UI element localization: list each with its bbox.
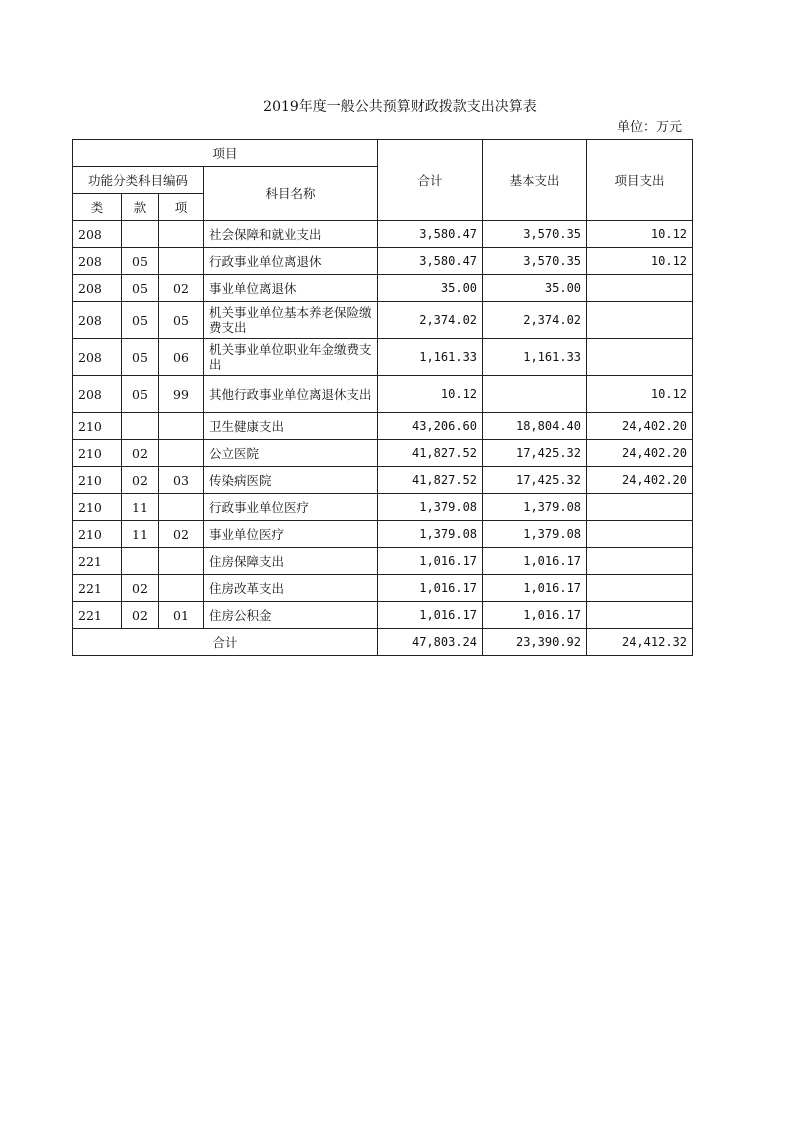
cell-project xyxy=(587,548,693,575)
cell-kuan: 05 xyxy=(122,248,159,275)
cell-project: 24,402.20 xyxy=(587,440,693,467)
cell-total: 41,827.52 xyxy=(378,467,483,494)
footer-project: 24,412.32 xyxy=(587,629,693,656)
header-project: 项目 xyxy=(73,140,378,167)
cell-total: 1,016.17 xyxy=(378,548,483,575)
budget-table xyxy=(72,139,693,656)
cell-name: 住房改革支出 xyxy=(204,575,378,602)
cell-name: 机关事业单位基本养老保险缴费支出 xyxy=(204,302,378,339)
cell-name: 事业单位医疗 xyxy=(204,521,378,548)
cell-basic: 1,016.17 xyxy=(483,548,587,575)
cell-basic: 1,016.17 xyxy=(483,602,587,629)
cell-project: 24,402.20 xyxy=(587,467,693,494)
header-total: 合计 xyxy=(378,140,483,221)
page-title: 2019年度一般公共预算财政拨款支出决算表 xyxy=(263,99,537,115)
header-kuan: 款 xyxy=(122,194,159,221)
table-row xyxy=(73,221,693,248)
cell-lei: 208 xyxy=(73,376,122,413)
footer-label: 合计 xyxy=(73,629,378,656)
cell-basic: 17,425.32 xyxy=(483,467,587,494)
cell-lei: 208 xyxy=(73,302,122,339)
cell-basic: 3,570.35 xyxy=(483,248,587,275)
cell-total: 41,827.52 xyxy=(378,440,483,467)
table-row xyxy=(73,494,693,521)
cell-project xyxy=(587,339,693,376)
cell-kuan xyxy=(122,548,159,575)
cell-xiang xyxy=(159,221,204,248)
cell-project: 10.12 xyxy=(587,221,693,248)
cell-basic: 3,570.35 xyxy=(483,221,587,248)
cell-total: 2,374.02 xyxy=(378,302,483,339)
unit-label: 单位：万元 xyxy=(616,120,682,135)
cell-xiang: 05 xyxy=(159,302,204,339)
cell-lei: 221 xyxy=(73,575,122,602)
header-lei: 类 xyxy=(73,194,122,221)
cell-kuan: 11 xyxy=(122,494,159,521)
cell-xiang: 06 xyxy=(159,339,204,376)
footer-row xyxy=(73,629,693,656)
cell-xiang xyxy=(159,413,204,440)
cell-basic: 35.00 xyxy=(483,275,587,302)
cell-xiang: 02 xyxy=(159,275,204,302)
cell-kuan: 02 xyxy=(122,575,159,602)
cell-name: 其他行政事业单位离退休支出 xyxy=(204,376,378,413)
cell-project: 24,402.20 xyxy=(587,413,693,440)
cell-lei: 210 xyxy=(73,521,122,548)
cell-basic: 2,374.02 xyxy=(483,302,587,339)
cell-xiang xyxy=(159,440,204,467)
cell-total: 1,161.33 xyxy=(378,339,483,376)
cell-name: 住房公积金 xyxy=(204,602,378,629)
cell-total: 1,379.08 xyxy=(378,521,483,548)
footer-total: 47,803.24 xyxy=(378,629,483,656)
cell-xiang: 99 xyxy=(159,376,204,413)
cell-name: 机关事业单位职业年金缴费支出 xyxy=(204,339,378,376)
table-row xyxy=(73,339,693,376)
table-row xyxy=(73,440,693,467)
cell-xiang xyxy=(159,248,204,275)
cell-kuan: 02 xyxy=(122,467,159,494)
cell-project xyxy=(587,302,693,339)
cell-basic: 1,379.08 xyxy=(483,494,587,521)
footer-basic: 23,390.92 xyxy=(483,629,587,656)
cell-project xyxy=(587,275,693,302)
cell-project: 10.12 xyxy=(587,376,693,413)
cell-xiang xyxy=(159,548,204,575)
cell-total: 1,016.17 xyxy=(378,602,483,629)
cell-lei: 208 xyxy=(73,221,122,248)
cell-total: 43,206.60 xyxy=(378,413,483,440)
cell-kuan: 05 xyxy=(122,302,159,339)
cell-name: 公立医院 xyxy=(204,440,378,467)
cell-lei: 210 xyxy=(73,413,122,440)
table-row xyxy=(73,413,693,440)
cell-lei: 210 xyxy=(73,467,122,494)
cell-kuan: 02 xyxy=(122,602,159,629)
table-row xyxy=(73,602,693,629)
table-row xyxy=(73,521,693,548)
cell-lei: 221 xyxy=(73,602,122,629)
cell-project xyxy=(587,521,693,548)
table-row xyxy=(73,248,693,275)
cell-kuan xyxy=(122,221,159,248)
cell-project: 10.12 xyxy=(587,248,693,275)
cell-basic: 1,161.33 xyxy=(483,339,587,376)
cell-xiang: 03 xyxy=(159,467,204,494)
cell-xiang: 01 xyxy=(159,602,204,629)
cell-kuan: 05 xyxy=(122,275,159,302)
cell-kuan: 05 xyxy=(122,376,159,413)
cell-basic: 18,804.40 xyxy=(483,413,587,440)
cell-basic xyxy=(483,376,587,413)
cell-total: 3,580.47 xyxy=(378,248,483,275)
header-project-expense: 项目支出 xyxy=(587,140,693,221)
header-basic: 基本支出 xyxy=(483,140,587,221)
table-row xyxy=(73,548,693,575)
cell-xiang xyxy=(159,575,204,602)
cell-project xyxy=(587,602,693,629)
cell-name: 社会保障和就业支出 xyxy=(204,221,378,248)
cell-name: 卫生健康支出 xyxy=(204,413,378,440)
cell-total: 3,580.47 xyxy=(378,221,483,248)
cell-xiang xyxy=(159,494,204,521)
cell-total: 10.12 xyxy=(378,376,483,413)
cell-kuan: 05 xyxy=(122,339,159,376)
cell-lei: 210 xyxy=(73,440,122,467)
cell-total: 1,379.08 xyxy=(378,494,483,521)
table-row xyxy=(73,467,693,494)
header-row-1 xyxy=(73,140,693,167)
cell-basic: 17,425.32 xyxy=(483,440,587,467)
cell-lei: 208 xyxy=(73,339,122,376)
cell-project xyxy=(587,575,693,602)
cell-total: 35.00 xyxy=(378,275,483,302)
table-row xyxy=(73,376,693,413)
header-name: 科目名称 xyxy=(204,167,378,221)
cell-name: 事业单位离退休 xyxy=(204,275,378,302)
cell-basic: 1,016.17 xyxy=(483,575,587,602)
cell-lei: 208 xyxy=(73,275,122,302)
cell-name: 住房保障支出 xyxy=(204,548,378,575)
cell-lei: 208 xyxy=(73,248,122,275)
header-code-group: 功能分类科目编码 xyxy=(73,167,204,194)
cell-total: 1,016.17 xyxy=(378,575,483,602)
cell-project xyxy=(587,494,693,521)
table-row xyxy=(73,575,693,602)
cell-kuan: 11 xyxy=(122,521,159,548)
header-xiang: 项 xyxy=(159,194,204,221)
cell-name: 传染病医院 xyxy=(204,467,378,494)
table-row xyxy=(73,275,693,302)
table-row xyxy=(73,302,693,339)
cell-kuan xyxy=(122,413,159,440)
cell-basic: 1,379.08 xyxy=(483,521,587,548)
cell-lei: 210 xyxy=(73,494,122,521)
cell-xiang: 02 xyxy=(159,521,204,548)
cell-lei: 221 xyxy=(73,548,122,575)
cell-name: 行政事业单位离退休 xyxy=(204,248,378,275)
cell-kuan: 02 xyxy=(122,440,159,467)
cell-name: 行政事业单位医疗 xyxy=(204,494,378,521)
